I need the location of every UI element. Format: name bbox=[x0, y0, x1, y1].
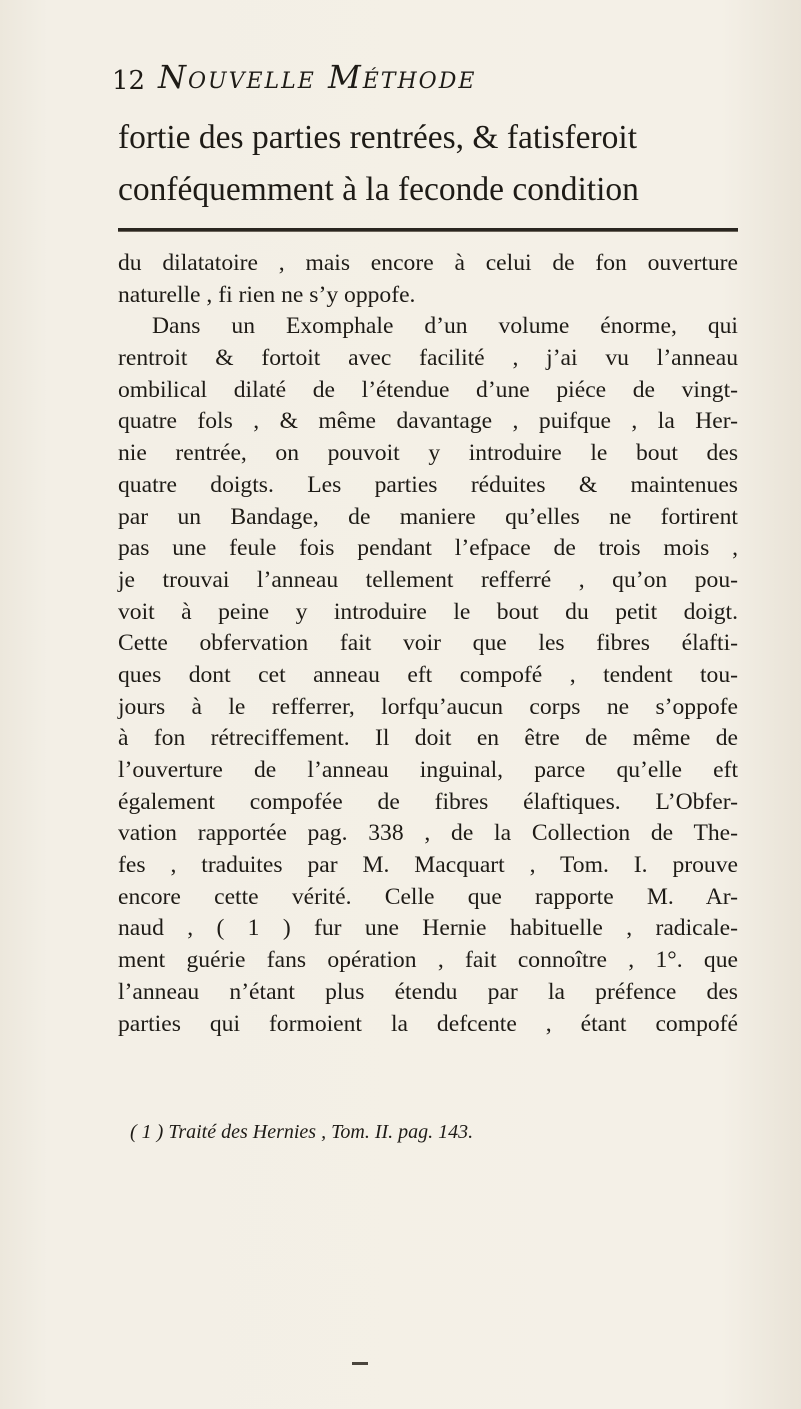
text-line: rentroit & fortoit avec facilité , j’ai vu l’anneau bbox=[118, 345, 738, 372]
text-line: quatre doigts. Les parties réduites & maintenues bbox=[118, 471, 738, 498]
section-rule bbox=[118, 228, 738, 231]
intro-paragraph bbox=[118, 112, 738, 216]
text-line: naud , ( 1 ) fur une Hernie habituelle , radicale- bbox=[118, 915, 738, 942]
text-line: fes , traduites par M. Macquart , Tom. I. prouve bbox=[118, 852, 738, 879]
text-line: l’anneau n’étant plus étendu par la préfence des bbox=[118, 978, 738, 1005]
text-line: également compofée de fibres élaftiques. L’Obfer- bbox=[118, 788, 738, 815]
intro-line: fortie des parties rentrées, & fatisferoit bbox=[118, 119, 638, 156]
footnote: ( 1 ) Traité des Hernies , Tom. II. pag. 143. bbox=[130, 1121, 474, 1143]
text-line: pas une feule fois pendant l’efpace de trois mois , bbox=[118, 535, 738, 562]
intro-line: conféquemment à la feconde condition bbox=[118, 171, 639, 208]
running-head: Nouvelle Méthode bbox=[158, 58, 477, 96]
text-line: je trouvai l’anneau tellement refferré , qu’on pou- bbox=[118, 566, 738, 593]
page-number: 12 bbox=[112, 66, 146, 96]
text-line: parties qui formoient la defcente , étant compofé bbox=[118, 1010, 738, 1037]
text-line: Cette obfervation fait voir que les fibres élafti- bbox=[118, 630, 738, 657]
text-line: ombilical dilaté de l’étendue d’une piéce de vingt- bbox=[118, 376, 738, 403]
text-line: voit à peine y introduire le bout du petit doigt. bbox=[118, 598, 738, 625]
text-line: ment guérie fans opération , fait connoître , 1°. que bbox=[118, 947, 738, 974]
text-line: jours à le refferrer, lorfqu’aucun corps ne s’oppofe bbox=[118, 693, 738, 720]
text-line: l’ouverture de l’anneau inguinal, parce qu’elle eft bbox=[118, 757, 738, 783]
page-header bbox=[112, 58, 732, 110]
text-line: encore cette vérité. Celle que rapporte M. Ar- bbox=[118, 883, 738, 910]
text-line: vation rapportée pag. 338 , de la Collection de The- bbox=[118, 820, 738, 847]
text-line: nie rentrée, on pouvoit y introduire le bout des bbox=[118, 440, 738, 467]
text-line: quatre fols , & même davantage , puifque , la Her- bbox=[118, 408, 738, 435]
text-line: naturelle , fi rien ne s’y oppofe. bbox=[118, 281, 416, 308]
text-line: à fon rétreciffement. Il doit en être de même de bbox=[118, 725, 738, 752]
body-text bbox=[118, 248, 738, 1040]
text-line: Dans un Exomphale d’un volume énorme, qui bbox=[152, 313, 738, 340]
text-line: ques dont cet anneau eft compofé , tendent tou- bbox=[118, 661, 738, 688]
text-line: par un Bandage, de maniere qu’elles ne fortirent bbox=[118, 503, 738, 530]
bottom-dash-mark bbox=[352, 1362, 368, 1365]
text-line: du dilatatoire , mais encore à celui de fon ouverture bbox=[118, 250, 738, 276]
